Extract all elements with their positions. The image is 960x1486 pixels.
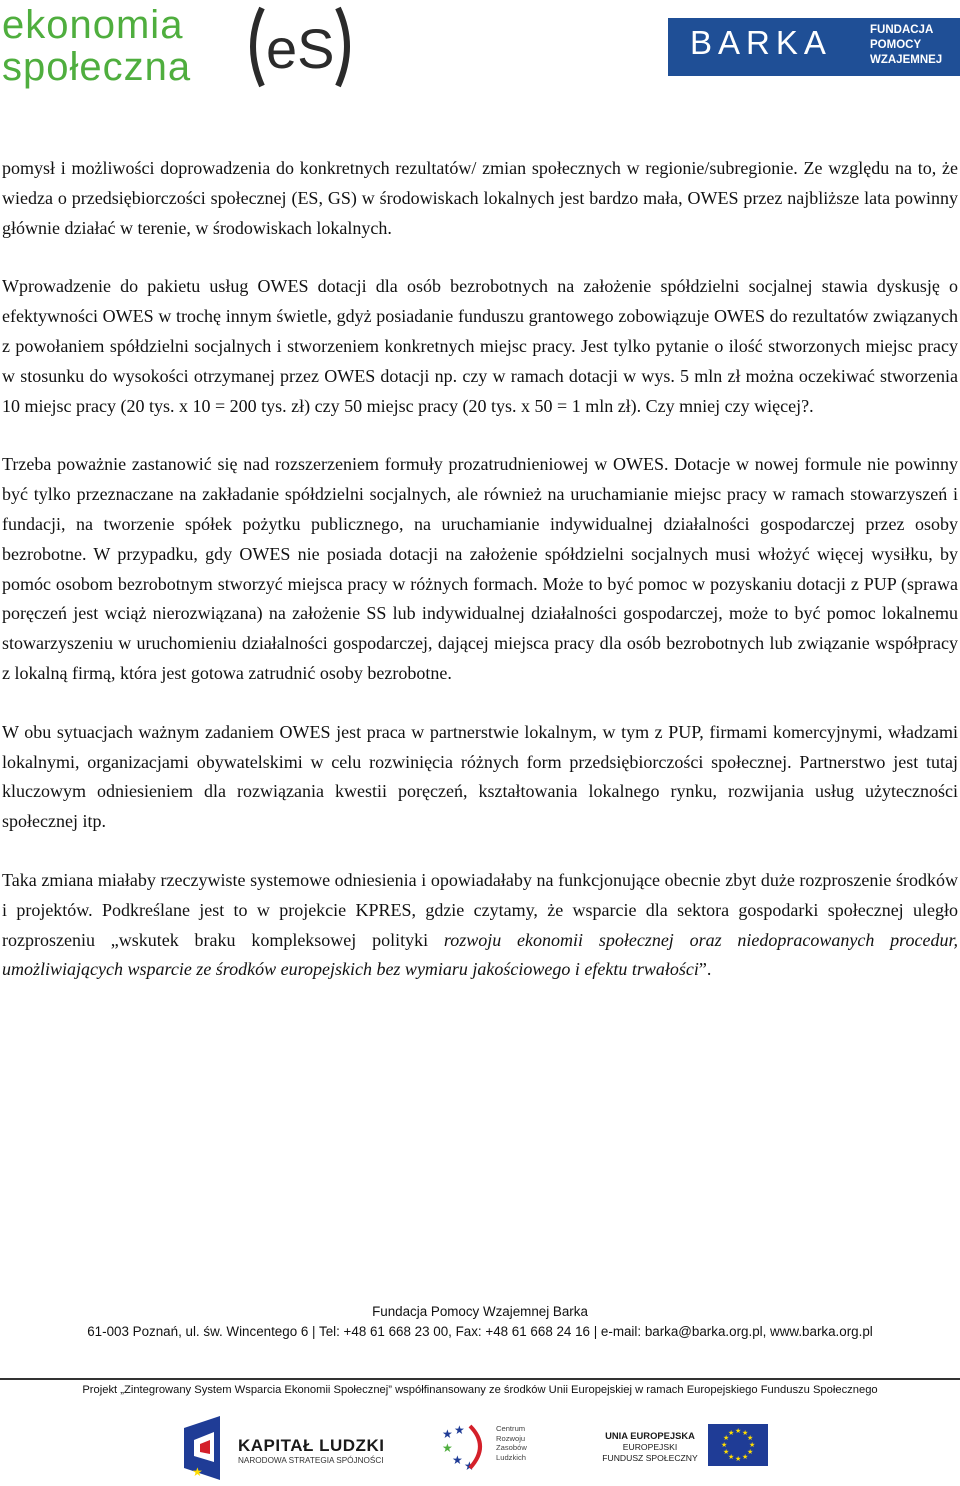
- svg-text:★: ★: [742, 1429, 749, 1437]
- barka-subtitle: [870, 23, 942, 68]
- svg-text:★: ★: [749, 1441, 756, 1449]
- svg-text:★: ★: [192, 1465, 203, 1479]
- svg-text:★: ★: [464, 1459, 475, 1473]
- paragraph: pomysł i możliwości doprowadzenia do konkretnych rezultatów/ zmian społecznych w regionie/subregionie. Ze względu na to, że wiedza o przedsiębiorczości społecznej (ES, GS) w środowiskach lokalnych jest bardzo mała, OWES przez najbliższe lata powinny głównie działać w terenie, w środowiskach lokalnych.: [2, 158, 958, 238]
- ue-line: EUROPEJSKI: [622, 1442, 678, 1452]
- es-logo-line2: społeczna: [2, 45, 192, 89]
- svg-text:★: ★: [723, 1434, 730, 1442]
- svg-text:★: ★: [442, 1427, 453, 1441]
- eu-flag-icon: [708, 1424, 768, 1466]
- svg-text:★: ★: [454, 1423, 465, 1437]
- paragraph-text: Taka zmiana miałaby rzeczywiste systemowe odniesienia i opowiadałaby na funkcjonujące obecnie zbyt duże rozproszenie środków i projektów. Podkreślane jest to w projekcie KPRES, gdzie czytamy, że wsparcie dla sektora gospodarki społecznej uległo rozproszeniu „wskutek braku kompleksowej polityki: [2, 869, 958, 950]
- barka-sub-line: FUNDACJA: [870, 24, 934, 36]
- es-logo-mark: eS: [266, 17, 335, 80]
- paragraph: Trzeba poważnie zastanowić się nad rozszerzeniem formuły prozatrudnieniowej w OWES. Dotacje w nowej formule nie powinny być tylko przeznaczane na zakładanie spółdzielni socjalnych, ale również na uruchamianie miejsc pracy w ramach stowarzyszeń i fundacji, na tworzenie spółek pożytku publicznego, na uruchamianie indywidualnej działalności gospodarczej przez osoby bezrobotne. W przypadku, gdy OWES nie posiada dotacji na założenie spółdzielni socjalnych musi włożyć więcej wysiłku, by pomóc osobom bezrobotnym stworzyć miejsca pracy w różnych formach. Może to być pomoc w pozyskaniu dotacji z PUP (sprawa poręczeń jest wciąż nierozwiązana) na założenie SS lub indywidualnej działalności gospodarczej, może to być pomoc lokalnemu stowarzyszeniu w uruchomieniu działalności gospodarczej, dającej miejsca pracy dla osób bezrobotnych lub związanie współpracy z lokalną firmą, która jest gotowa zatrudnić osoby bezrobotne.: [2, 454, 958, 683]
- svg-text:★: ★: [452, 1453, 463, 1467]
- svg-text:★: ★: [728, 1429, 735, 1437]
- kapital-ludzki-title: KAPITAŁ LUDZKI: [238, 1436, 385, 1455]
- footer-org-name: Fundacja Pomocy Wzajemnej Barka: [372, 1304, 588, 1319]
- crzl-line: Rozwoju: [496, 1433, 526, 1443]
- paragraph-quote: [2, 866, 958, 985]
- svg-text:★: ★: [723, 1448, 730, 1456]
- project-funding-note: Projekt „Zintegrowany System Wsparcia Ekonomii Społecznej” współfinansowany ze środków Unii Europejskiej w ramach Europejskiego Funduszu Społecznego: [82, 1384, 878, 1396]
- quoted-italic-text: rozwoju ekonomii społecznej oraz niedopracowanych procedur, umożliwiających wsparcie ze środków europejskich bez wymiaru jakościowego i efektu trwałości: [2, 929, 958, 980]
- barka-logo: [668, 18, 960, 76]
- kapital-ludzki-subtitle: NARODOWA STRATEGIA SPÓJNOŚCI: [238, 1456, 384, 1465]
- footer-contact: 61-003 Poznań, ul. św. Wincentego 6 | Tel: +48 61 668 23 00, Fax: +48 61 668 24 16 | e-mail: barka@barka.org.pl, www.barka.org.pl: [87, 1324, 873, 1339]
- unia-europejska-logo: [598, 1424, 798, 1476]
- es-logo-line1: ekonomia: [2, 3, 184, 47]
- crzl-stars-icon: [440, 1420, 494, 1474]
- svg-text:★: ★: [442, 1441, 453, 1455]
- ue-line: UNIA EUROPEJSKA: [605, 1430, 695, 1441]
- barka-sub-line: POMOCY: [870, 39, 922, 51]
- ue-line: FUNDUSZ SPOŁECZNY: [602, 1453, 698, 1463]
- crzl-line: Ludzkich: [496, 1452, 526, 1462]
- svg-text:★: ★: [747, 1434, 754, 1442]
- svg-text:★: ★: [742, 1453, 749, 1461]
- crzl-line: Zasobów: [496, 1443, 527, 1452]
- kapital-ludzki-logo: [180, 1414, 390, 1482]
- svg-text:★: ★: [721, 1441, 728, 1449]
- barka-sub-line: WZAJEMNEJ: [870, 54, 943, 66]
- paragraph: Wprowadzenie do pakietu usług OWES dotacji dla osób bezrobotnych na założenie spółdzielni socjalnej stawia dyskusję o efektywności OWES w trochę innym świetle, gdyż posiadanie funduszu grantowego zobowiązuje OWES do rezultatów związanych z powołaniem spółdzielni socjalnych i stworzeniem konkretnych miejsc pracy. Jest tylko pytanie o ilość stworzonych miejsc pracy w stosunku do wysokości otrzymanej przez OWES dotacji np. czy w ramach dotacji w wys. 5 mln zł można oczekiwać stworzenia 10 miejsc pracy (20 tys. x 10 = 200 tys. zł) czy 50 miejsc pracy (20 tys. x 50 = 1 mln zł). Czy mniej czy więcej?.: [2, 276, 958, 416]
- closing-quote: ”.: [698, 959, 712, 980]
- footer-address-block: [0, 1302, 960, 1342]
- document-body: [2, 154, 958, 1014]
- paragraph: W obu sytuacjach ważnym zadaniem OWES jest praca w partnerstwie lokalnym, w tym z PUP, firmami komercyjnymi, władzami lokalnymi, organizacjami obywatelskimi w celu rozwinięcia różnych form przedsiębiorczości społecznej. Partnerstwo jest tutaj kluczowym odniesieniem dla rozwiązania kwestii poręczeń, kształtowania lokalnego rynku, rozwijania usług użyteczności społecznej itp.: [2, 721, 958, 832]
- svg-text:★: ★: [728, 1453, 735, 1461]
- svg-text:★: ★: [735, 1427, 742, 1435]
- ekonomia-spoleczna-logo: [0, 2, 370, 92]
- footer-divider: [0, 1378, 960, 1380]
- barka-wordmark: BARKA: [690, 24, 832, 61]
- svg-text:★: ★: [747, 1448, 754, 1456]
- crzl-line: Centrum: [496, 1424, 526, 1433]
- kapital-ludzki-emblem-icon: [180, 1414, 232, 1482]
- centrum-rozwoju-zasobow-ludzkich-logo: [440, 1420, 540, 1476]
- svg-text:★: ★: [735, 1455, 742, 1463]
- ue-text: [598, 1430, 702, 1464]
- page-header: [0, 0, 960, 100]
- crzl-text: [496, 1424, 527, 1462]
